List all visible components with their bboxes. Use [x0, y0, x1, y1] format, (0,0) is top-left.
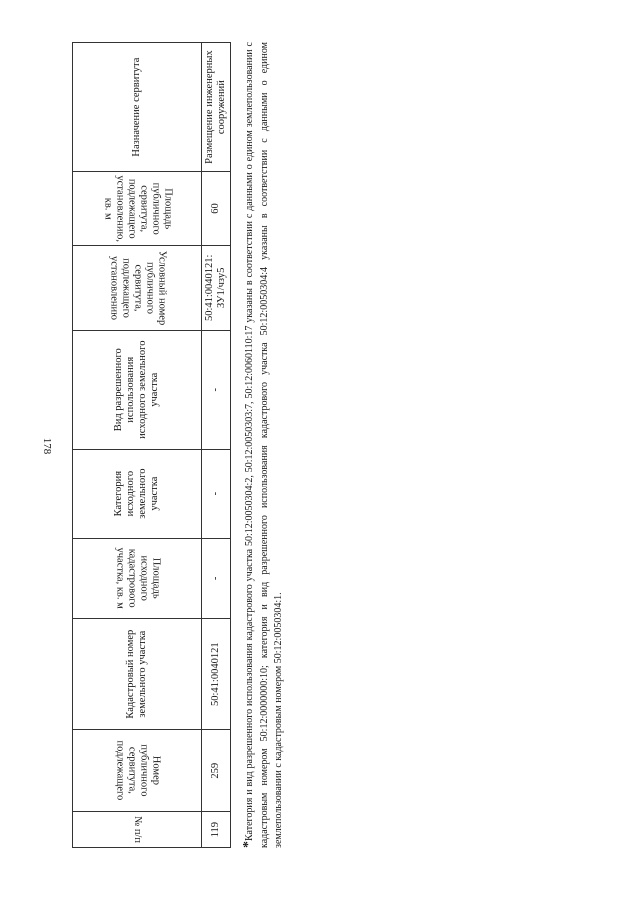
cell-num: 119	[202, 812, 231, 848]
header-purpose: Назначение сервитута	[73, 43, 202, 172]
cell-conditional-number: 50:41:0040121: ЗУ1/чзу5	[202, 245, 231, 330]
cell-category: -	[202, 449, 231, 538]
servitude-table	[72, 42, 231, 848]
footnote-mark: *	[241, 841, 257, 848]
header-servitude-number: Номер публичного сервитута, подлежащего	[73, 730, 202, 812]
rotated-page-content	[72, 20, 336, 868]
table-row	[202, 43, 231, 848]
cell-servitude-area: 60	[202, 172, 231, 246]
cell-permitted-use: -	[202, 330, 231, 449]
header-servitude-area: Площадь публичного сервитута, подлежащего установлению, кв. м	[73, 172, 202, 246]
cell-cadastral-number: 50:41:0040121	[202, 619, 231, 730]
cell-servitude-number: 259	[202, 730, 231, 812]
cell-source-area: -	[202, 538, 231, 619]
cell-purpose: Размещение инженерных сооружений	[202, 43, 231, 172]
footnote	[239, 42, 286, 848]
footnote-text: Категория и вид разрешенного использования кадастрового участка 50:12:0050304:2, 50:12:0050303:7, 50:12:0060110:17 указаны в соответствии с данными о едином землепользовании с кадастровым номером 50:12:0000000:10; категория и вид разрешенного использования кадастрового участка 50:12:0050304:4 указаны в соответствии с данными о едином землепользовании с кадастровым номером 50:12:0050304:1.	[244, 42, 285, 848]
header-category: Категория исходного земельного участка	[73, 449, 202, 538]
header-source-area: Площадь исходного кадастрового участка, кв. м	[73, 538, 202, 619]
header-cadastral-number: Кадастровый номер земельного участка	[73, 619, 202, 730]
header-permitted-use: Вид разрешенного использования исходного земельного участка	[73, 330, 202, 449]
page-number: 178	[41, 437, 53, 455]
header-conditional-number: Условный номер публичного сервитута, подлежащего установлению	[73, 245, 202, 330]
table-header-row	[73, 43, 202, 848]
header-num: № п/п	[73, 812, 202, 848]
